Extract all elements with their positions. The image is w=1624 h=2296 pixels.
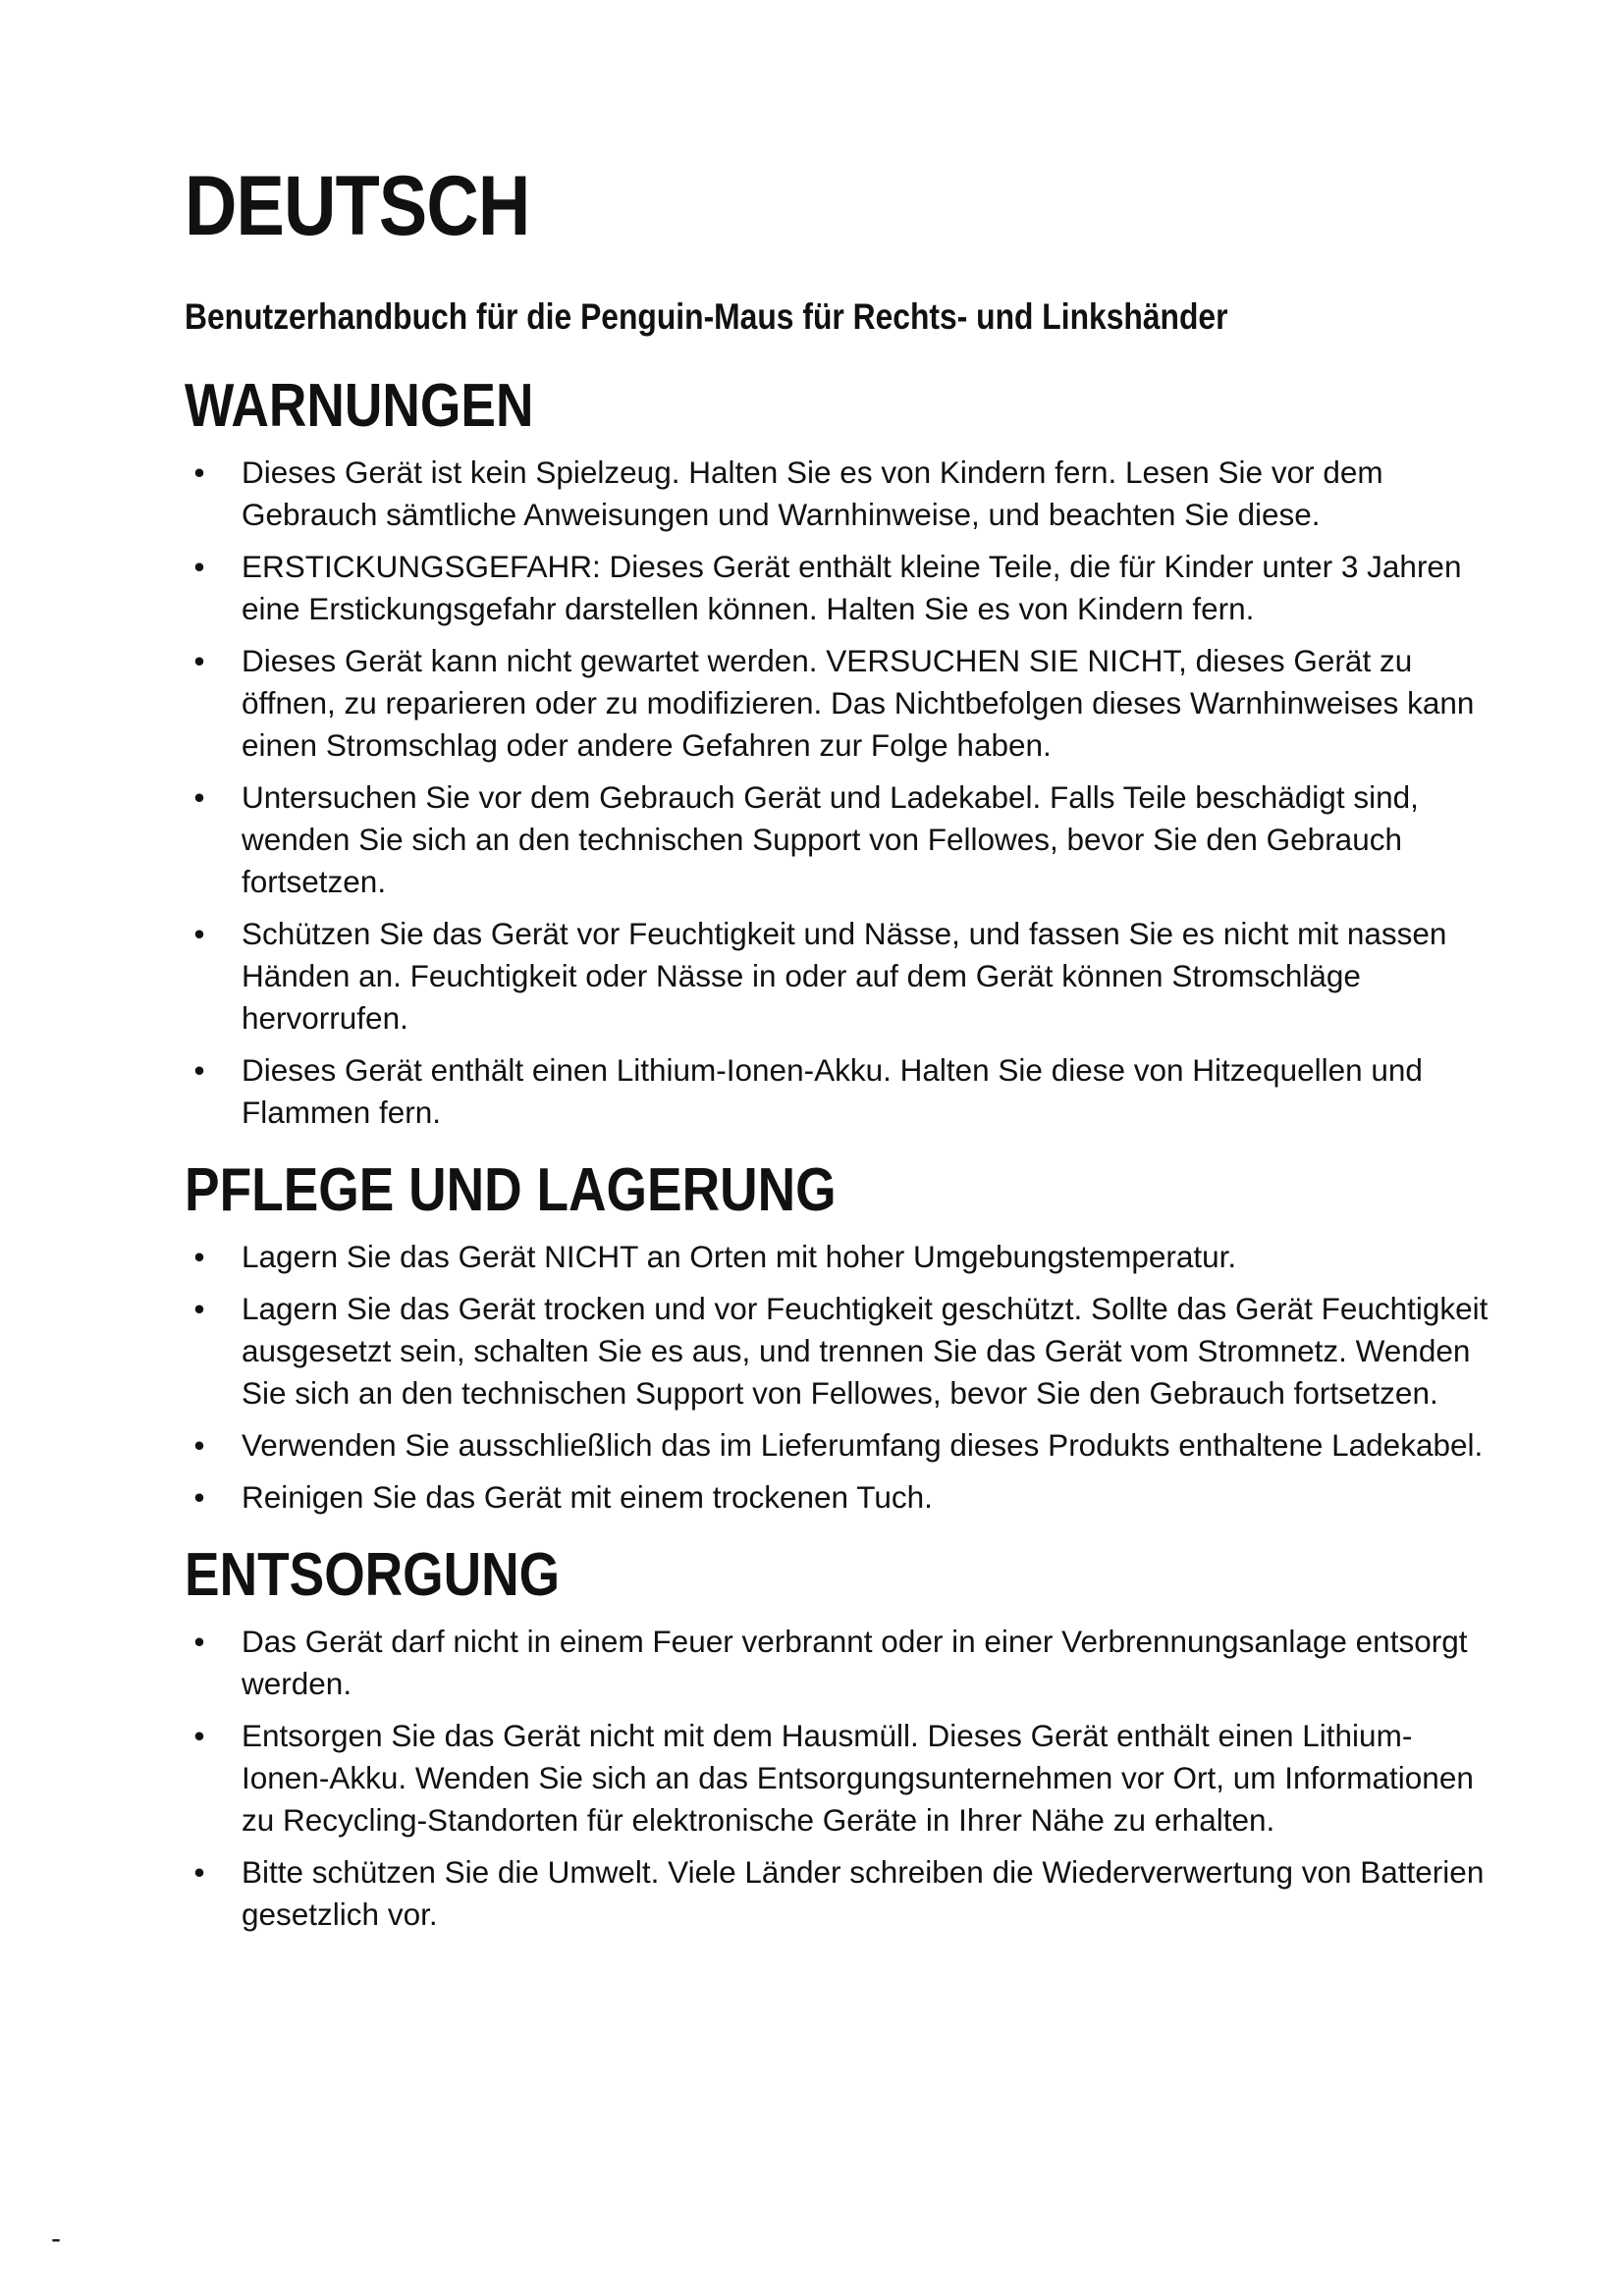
bullet-icon: • xyxy=(193,1052,205,1088)
document-page xyxy=(185,157,1490,1946)
bullet-icon: • xyxy=(193,1479,205,1515)
document-title: DEUTSCH xyxy=(185,159,530,253)
section-heading-pflege-und-lagerung: PFLEGE UND LAGERUNG xyxy=(185,1156,837,1224)
list-item-text: Reinigen Sie das Gerät mit einem trockenen Tuch. xyxy=(242,1479,933,1515)
list-item-text: Schützen Sie das Gerät vor Feuchtigkeit und Nässe, und fassen Sie es nicht mit nassen Händen an. Feuchtigkeit oder Nässe in oder auf dem Gerät können Stromschläge hervorrufen. xyxy=(242,916,1447,1036)
list-item xyxy=(185,913,1490,1040)
list-item-text: Dieses Gerät ist kein Spielzeug. Halten Sie es von Kindern fern. Lesen Sie vor dem Gebrauch sämtliche Anweisungen und Warnhinweise, und beachten Sie diese. xyxy=(242,454,1383,532)
list-item-text: Lagern Sie das Gerät trocken und vor Feuchtigkeit geschützt. Sollte das Gerät Feuchtigkeit ausgesetzt sein, schalten Sie es aus, und trennen Sie das Gerät vom Stromnetz. Wenden Sie sich an den technischen Support von Fellowes, bevor Sie den Gebrauch fortsetzen. xyxy=(242,1291,1489,1411)
list-item xyxy=(185,640,1490,767)
list-item-text: ERSTICKUNGSGEFAHR: Dieses Gerät enthält kleine Teile, die für Kinder unter 3 Jahren eine Erstickungsgefahr darstellen können. Halten Sie es von Kindern fern. xyxy=(242,549,1462,626)
list-item xyxy=(185,1715,1490,1842)
list-item xyxy=(185,1621,1490,1705)
list-item xyxy=(185,1049,1490,1134)
list-item xyxy=(185,1236,1490,1278)
list-item-text: Lagern Sie das Gerät NICHT an Orten mit hoher Umgebungstemperatur. xyxy=(242,1239,1237,1274)
bullet-icon: • xyxy=(193,1718,205,1753)
bullet-icon: • xyxy=(193,1427,205,1463)
pflege-list xyxy=(185,1236,1490,1519)
footer-mark: - xyxy=(51,2222,61,2255)
list-item xyxy=(185,1288,1490,1415)
list-item xyxy=(185,1424,1490,1467)
list-item xyxy=(185,546,1490,630)
bullet-icon: • xyxy=(193,916,205,951)
bullet-icon: • xyxy=(193,549,205,584)
warnungen-list xyxy=(185,452,1490,1134)
bullet-icon: • xyxy=(193,779,205,815)
list-item-text: Verwenden Sie ausschließlich das im Lieferumfang dieses Produkts enthaltene Ladekabel. xyxy=(242,1427,1484,1463)
list-item-text: Das Gerät darf nicht in einem Feuer verbrannt oder in einer Verbrennungsanlage entsorgt werden. xyxy=(242,1624,1468,1701)
document-subtitle: Benutzerhandbuch für die Penguin-Maus für Rechts- und Linkshänder xyxy=(185,296,1228,337)
list-item-text: Bitte schützen Sie die Umwelt. Viele Länder schreiben die Wiederverwertung von Batterien gesetzlich vor. xyxy=(242,1854,1485,1932)
list-item-text: Dieses Gerät kann nicht gewartet werden. VERSUCHEN SIE NICHT, dieses Gerät zu öffnen, zu reparieren oder zu modifizieren. Das Nichtbefolgen dieses Warnhinweises kann einen Stromschlag oder andere Gefahren zur Folge haben. xyxy=(242,643,1475,763)
section-heading-entsorgung: ENTSORGUNG xyxy=(185,1541,561,1609)
list-item-text: Dieses Gerät enthält einen Lithium-Ionen-Akku. Halten Sie diese von Hitzequellen und Flammen fern. xyxy=(242,1052,1423,1130)
list-item xyxy=(185,1851,1490,1936)
list-item-text: Untersuchen Sie vor dem Gebrauch Gerät und Ladekabel. Falls Teile beschädigt sind, wenden Sie sich an den technischen Support von Fellowes, bevor Sie den Gebrauch fortsetzen. xyxy=(242,779,1419,899)
bullet-icon: • xyxy=(193,1624,205,1659)
bullet-icon: • xyxy=(193,1291,205,1326)
bullet-icon: • xyxy=(193,1854,205,1890)
list-item xyxy=(185,1476,1490,1519)
entsorgung-list xyxy=(185,1621,1490,1936)
bullet-icon: • xyxy=(193,643,205,678)
list-item xyxy=(185,776,1490,903)
bullet-icon: • xyxy=(193,1239,205,1274)
list-item xyxy=(185,452,1490,536)
list-item-text: Entsorgen Sie das Gerät nicht mit dem Hausmüll. Dieses Gerät enthält einen Lithium-Ionen-Akku. Wenden Sie sich an das Entsorgungsunternehmen vor Ort, um Informationen zu Recycling-Standorten für elektronische Geräte in Ihrer Nähe zu erhalten. xyxy=(242,1718,1474,1838)
bullet-icon: • xyxy=(193,454,205,490)
section-heading-warnungen: WARNUNGEN xyxy=(185,372,534,440)
